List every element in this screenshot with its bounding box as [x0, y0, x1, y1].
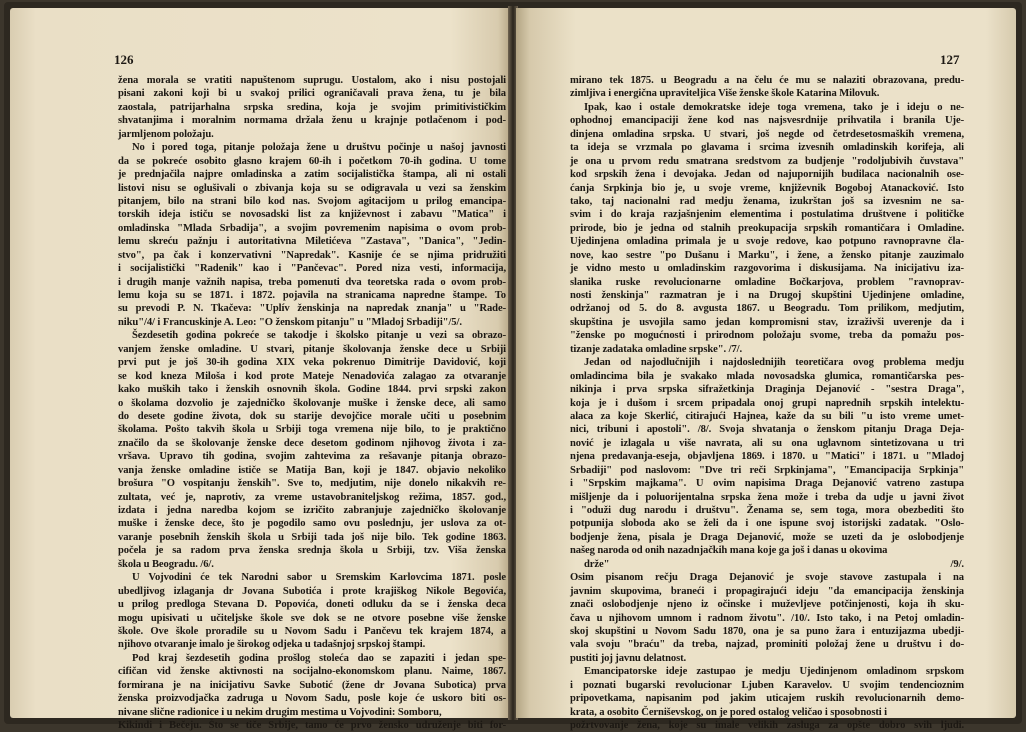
text-line: pitanjem, bilo na strani bilo kod nas. Svojom agitacijom u prilog emancipa-: [118, 195, 506, 207]
text-line: i socijalistički "Radenik" kao i "Pančevac". Pored niza vesti, informacija,: [118, 263, 506, 275]
text-line: niku"/4/ i Francuskinje A. Leo: "O ženskom pitanju" u "Mladoj Srbadiji"/5/.: [118, 316, 462, 328]
text-line: da se pokreće osobito glasno krajem 60-ih i početkom 70-ih godina. U tome: [118, 155, 506, 167]
text-line: svim i do kraja razjašnjenim elementima i postulatima društvene i političke: [570, 209, 964, 221]
text-line: Pod kraj šezdesetih godina prošlog stoleća dao se zapaziti i jedan spe-: [132, 652, 506, 664]
text-line: brošura "O vospitanju ženskih". Sve to, medjutim, nije donelo nikakvih re-: [118, 478, 506, 490]
text-line: tako, taj nacionalni rad medju ženama, izukrštan još sa izvesnim ne sa-: [570, 195, 964, 207]
text-line: Emancipatorske ideje zastupao je medju Ujedinjenom omladinom srpskom: [584, 666, 964, 678]
text-line: vala svoju "braću" da treba, najzad, prominiti položaj žene u društvu i do-: [570, 639, 964, 651]
text-line: prvi put je još 30-ih godina XIX veka pokrenuo Dimitrije Davidović, koji: [118, 357, 506, 369]
text-line: škole. Ove škole proradile su u Novom Sadu i Pančevu tek krajem 1874, a: [118, 625, 506, 637]
text-line: njena predavanja-eseja, objavljena 1869. i 1870. u "Matici" i 1871. u "Mladoj: [570, 451, 964, 463]
text-line: su prevodi P. N. Tkačeva: "Uplív ženskinja na napredak znanja" u "Rade-: [118, 303, 506, 315]
text-line: zimljiva i energična upraviteljica Više ženske škole Katarina Milovuk.: [570, 88, 880, 100]
text-line: drže" /9/.: [584, 558, 964, 570]
text-line: mirano tek 1875. u Beogradu a na čelu će mu se nalaziti obrazovana, predu-: [570, 75, 964, 86]
text-line: omladincima bila je svakako mlada novosadska glumica, romantičarska pes-: [570, 370, 964, 382]
text-line: shvatanjima i moralnim normama držala ženu u krajnje potlačenom i pod-: [118, 115, 506, 127]
text-line: lemu skreću pažnju i autoritativna Miletićeva "Zastava", "Danica", "Jedin-: [118, 236, 506, 248]
text-line: omladinska "Mlada Srbadija", a svojim povremenim napisima o ovom prob-: [118, 222, 506, 234]
text-line: ćanja Srpkinja bio je, u svoje vreme, književnik Bogoboj Atanacković. Isto: [570, 182, 964, 194]
text-line: o školama dozvolio je zajedničko školovanje muške i ženske dece, ali samo: [118, 397, 506, 409]
text-line: nove, kao sestre "po Dušanu i Marku", i žene, a žensko pitanje zauzimalo: [570, 249, 964, 261]
text-line: je prednjačila najpre omladinska a zatim socijalistička štampa, ali ni ostali: [118, 169, 506, 181]
text-line: pustiti joj javnu delatnost.: [570, 652, 687, 664]
text-line: našeg naroda od onih nazadnjačkih mana koje ga još i danas u okovima: [570, 545, 888, 557]
text-line: nivane slične radionice i u nekim drugim mestima u Vojvodini: Somboru,: [118, 706, 442, 718]
text-line: Osim pisanom rečju Draga Dejanović je svoje stavove zastupala i na: [570, 572, 964, 584]
text-line: Kikindi i Bečeju. Što se tiče Srbije, tamo će prvo žensko udruženje biti for-: [118, 720, 506, 731]
text-line: No i pored toga, pitanje položaja žene u društvu počinje u našoj javnosti: [132, 142, 506, 154]
text-line: i "Srpskim majkama". U ovim napisima Draga Dejanović vatreno zastupa: [570, 478, 964, 490]
text-line: alaca za koje Skerlić, citirajući Hajnea, kaže da su bili "u isto vreme umet-: [570, 410, 964, 422]
text-line: se kod kneza Miloša i kod prote Mateje Nenadovića zalagao za otvaranje: [118, 370, 506, 382]
text-line: prirode, bio je jedna od stalnih preokupacija srpskih romantičara i Omladine.: [570, 222, 964, 234]
text-line: jarmljenom položaju.: [118, 128, 214, 140]
text-line: ubedljivog izlaganja dr Jovana Subotića i prote krajiškog Nikole Begovića,: [118, 585, 506, 597]
text-line: listovi nisu se oglušivali o zbivanja koja su se odigravala u vezi sa ženskim: [118, 182, 506, 194]
page-number-left: 126: [114, 52, 134, 67]
text-line: nikinja i prva srpska sifražetkinja Draginja Dejanović - "sestra Draga",: [570, 384, 964, 396]
text-line: u prilog predloga Stevana D. Popovića, doneti odluku da se i ženska deca: [118, 599, 506, 611]
text-line: čava u njihovom umnom i radnom životu". /10/. Isto tako, i na Petoj omladin-: [570, 612, 964, 624]
text-line: i "oduži dug narodu i društvu". Ženama se, sem toga, mora obezbediti što: [570, 505, 964, 516]
text-line: torskih ideja ističu se novosadski list za književnost i zabavu "Matica" i: [118, 209, 506, 221]
text-line: dinjena omladina srpska. U stvari, još negde od četrdesetosmaških vremena,: [570, 128, 964, 140]
text-line: potpunija sloboda ako se želi da i one ispune svoj istorijski zadatak. "Oslo-: [570, 518, 964, 530]
text-line: lemu koja su se 1871. i 1872. pojavila na stranicama napredne štampe. To: [118, 290, 506, 301]
text-line: vanjem ženske omladine. U stvari, pitanje školovanja ženske dece u Srbiji: [118, 343, 506, 355]
text-line: je vidno mesto u omladinskim razgovorima i diskusijama. Na inicijativu iza-: [570, 263, 964, 275]
text-line: Ujedinjena omladina primala je u svoje redove, kao potpuno ravnopravne čla-: [570, 236, 964, 248]
text-line: kod srpskih žena i devojaka. Jedan od najupornijih budilaca nacionalnih ose-: [570, 169, 964, 181]
page-number-right: 127: [940, 52, 960, 67]
right-page: [516, 8, 1016, 731]
text-line: ženska proizvodjačka zadruga u Novom Sadu, posle koje će uskoro biti os-: [118, 693, 506, 705]
text-line: nosti ženskinja" razmatran je i na Drugoj skupštini Ujedinjene omladine,: [570, 290, 964, 301]
text-line: mogu upisivati u učiteljske škole sve dok se ne otvore posebne više ženske: [118, 612, 506, 624]
text-line: Srbadiji" pod naslovom: "Dve tri reči Srpkinjama", "Emancipacija Srpkinja": [570, 464, 964, 476]
text-line: znači oslobodjenje njeno iz očinske i muževljeve potčinjenosti, koja ih sku-: [570, 599, 964, 611]
text-line: nici, tribuni i apostoli". /8/. Svoja shvatanja o ženskom pitanju Draga Deja-: [570, 424, 964, 436]
book-spread: [4, 2, 1022, 731]
text-line: U Vojvodini će tek Narodni sabor u Sremskim Karlovcima 1871. posle: [132, 572, 506, 584]
text-line: pisani zakoni koji bi u svakoj prilici ograničavali prava žena, tu je bila: [118, 88, 506, 100]
text-line: do desete godine života, dok su starije devojčice morale učiti u posebnim: [118, 410, 506, 422]
text-line: mišljenje da i poluorijentalna srpska žena može i treba da udje u javni život: [570, 491, 964, 503]
text-line: ophodnoj emancipaciji žene kod nas najsvesrdnije prihvatila i branila Uje-: [570, 115, 964, 127]
text-line: održanoj od 5. do 8. avgusta 1867. u Beogradu. Tom prilikom, medjutim,: [570, 303, 964, 315]
text-line: ta ideja se vrzmala po glavama i srcima izvesnih omladinskih korifeja, ali: [570, 142, 964, 154]
text-line: izdata i jedna naredba kojom se izričito zabranjuje zajedničko školovanje: [118, 505, 506, 516]
text-line: zultata, već je, naprotiv, za vreme ustavobraniteljskog režima, 1857. god.,: [118, 491, 506, 503]
text-line: škola u Beogradu. /6/.: [118, 558, 214, 570]
text-line: pripovetkama, napisanim pod jakim uticajem ruskih revolucionarnih demo-: [570, 693, 964, 705]
text-line: koja je i dušom i srcem pripadala onoj grupi naprednih srpskih intelektu-: [570, 397, 964, 409]
text-line: skupština je usvojila samo jedan kompromisni stav, izraživši uverenje da i: [570, 316, 964, 328]
text-line: i poznati bugarski revolucionar Ljuben Karavelov. U svojim tendencioznim: [570, 679, 964, 691]
text-line: nović je izlagala u više navrata, ali su ona uglavnom sintetizovana u tri: [570, 437, 964, 449]
text-line: formirana je na inicijativu Savke Subotić (žene dr Jovana Subotica) prva: [118, 679, 506, 691]
right-page-text: [570, 74, 964, 732]
text-line: stvo", pa čak i konzervativni "Napredak". Kasnije će se njima pridružiti: [118, 249, 506, 261]
text-line: školama. Pošto takvih škola u Srbiji toga vremena nije bilo, to je praktično: [118, 424, 506, 436]
left-page: [10, 8, 510, 731]
text-line: je ona u prvom redu smatrana sredstvom za budjenje "rodoljubivih čuvstava": [570, 155, 964, 167]
text-line: vanja ženske omladine ističe se Matija Ban, koji je 1847. objavio nekoliko: [118, 464, 506, 476]
text-line: "ženske po mogućnosti i prirodnom položaju svome, treba da pomažu pos-: [570, 330, 964, 342]
text-line: skoj skupštini u Novom Sadu 1870, ona je sa puno žara i entuzijazma ubedji-: [570, 625, 964, 637]
text-line: Jedan od najodlučnijih i najdoslednijih teoretičara ovog problema medju: [584, 357, 964, 369]
text-line: Šezdesetih godina pokreće se takodje i školsko pitanje u vezi sa obrazo-: [132, 330, 506, 342]
text-line: zaostala, patrijarhalna srpska sredina, koja je svojim primitivističkim: [118, 101, 506, 113]
text-line: javnim skupovima, braneći i propagirajući ideju "da emancipacija ženskinja: [570, 585, 964, 597]
text-line: Ipak, kao i ostale demokratske ideje toga vremena, tako je i ideju o ne-: [584, 101, 964, 113]
left-page-text: [118, 74, 506, 732]
text-line: žena morala se vratiti napuštenom suprugu. Uostalom, ako i nisu postojali: [118, 75, 506, 86]
text-line: krata, a osobito Černiševskog, on je pored ostalog veličao i sposobnosti i: [570, 706, 888, 718]
text-line: požrtvovanje žena, koje su imale velikih zasluga za opšte dobro svih ljudi.: [570, 720, 964, 731]
text-line: počela je sa radom prva ženska srednja škola u Srbiji, tzv. Viša ženska: [118, 545, 506, 557]
text-line: slanika ruske revolucionarne omladine Bočkarjova, problem "ravnoprav-: [570, 276, 964, 288]
text-line: muške i ženske dece, što je pogodilo samo ovu poslednju, jer uslova za ot-: [118, 518, 506, 530]
text-line: kako muških tako i ženskih osnovnih škola. Godine 1844. prvi srpski zakon: [118, 384, 506, 396]
text-line: i drugih manje važnih napisa, treba pomenuti dva teoretska rada o ovom prob-: [118, 276, 506, 288]
text-line: cifičan vid ženske aktivnosti na socijalno-ekonomskom planu. Naime, 1867.: [118, 666, 506, 678]
text-line: vršava. Upravo tih godina, svojim zahtevima za rešavanje pitanja obrazo-: [118, 451, 506, 463]
text-line: varanje posebnih ženskih škola u Srbiji tada još nije bilo. Tek godine 1863.: [118, 531, 506, 543]
text-line: tizanje zadataka omladine srpske". /7/.: [570, 343, 743, 355]
text-line: njihovo otvaranje imalo je širokog odjeka u tadašnjoj srpskoj štampi.: [118, 639, 426, 651]
text-line: značilo da se školovanje ženske dece desetom godinom njihovog života i za-: [118, 437, 506, 449]
text-line: bodjenje žena, pisala je Draga Dejanović, može se uzeti da je oslobodjenje: [570, 531, 964, 543]
